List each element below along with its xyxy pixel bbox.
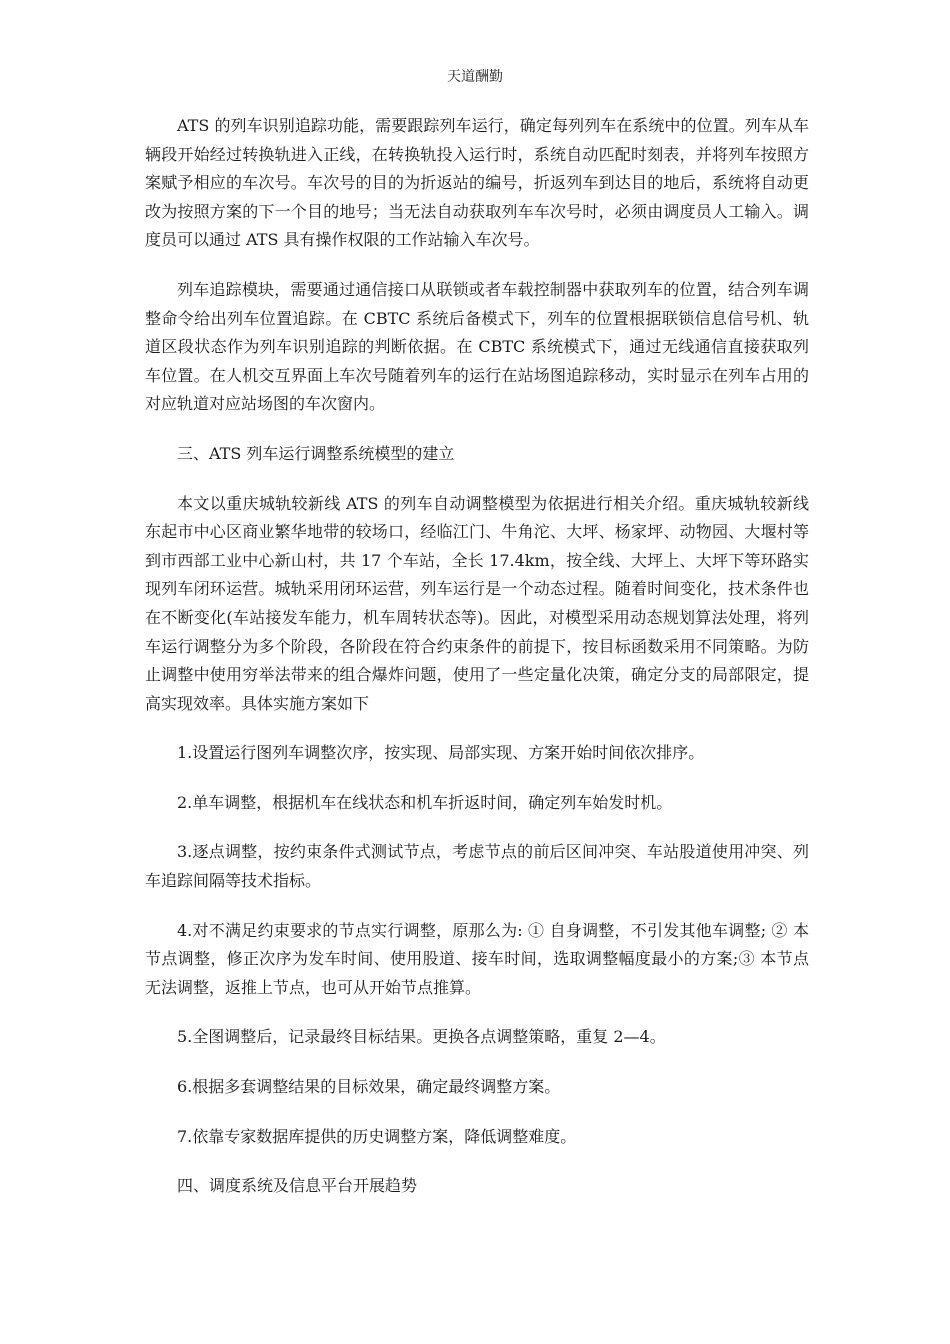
section-heading-3: 三、ATS 列车运行调整系统模型的建立	[177, 443, 455, 463]
paragraph-ats-train-tracking: ATS 的列车识别追踪功能，需要跟踪列车运行，确定每列列车在系统中的位置。列车从车辆段开始经过转换轨进入正线，在转换轨投入运行时，系统自动匹配时刻表，并将列车按照方案赋予相应的车次号。车次号的目的为折返站的编号，折返列车到达目的地后，系统将自动更改为按照方案的下一个目的地号；当无法自动获取列车车次号时，必须由调度员人工输入。调度员可以通过 ATS 具有操作权限的工作站输入车次号。	[145, 116, 809, 250]
paragraph-train-tracking-module: 列车追踪模块，需要通过通信接口从联锁或者车载控制器中获取列车的位置，结合列车调整命令给出列车位置追踪。在 CBTC 系统后备模式下，列车的位置根据联锁信息信号机、轨道区段状态作为列车识别追踪的判断依据。在 CBTC 系统模式下，通过无线通信直接获取列车位置。在人机交互界面上车次号随着列车的运行在站场图追踪移动，实时显示在列车占用的对应轨道对应站场图的车次窗内。	[145, 279, 809, 414]
list-item-7: 7.依靠专家数据库提供的历史调整方案，降低调整难度。	[177, 1126, 577, 1146]
paragraph-model-description: 本文以重庆城轨较新线 ATS 的列车自动调整模型为依据进行相关介绍。重庆城轨较新线东起市中心区商业繁华地带的较场口，经临江门、牛角沱、大坪、杨家坪、动物园、大堰村等到市西部工业中心新山村，共 17 个车站，全长 17.4km，按全线、大坪上、大坪下等环路实现列车闭环运营。城轨采用闭环运营，列车运行是一个动态过程。随着时间变化，技术条件也在不断变化(车站接发车能力，机车周转状态等)。因此，对模型采用动态规划算法处理，将列车运行调整分为多个阶段，各阶段在符合约束条件的前提下，按目标函数采用不同策略。为防止调整中使用穷举法带来的组合爆炸问题，使用了一些定量化决策，确定分支的局部限定，提高实现效率。具体实施方案如下	[145, 493, 809, 713]
section-heading-4: 四、调度系统及信息平台开展趋势	[177, 1176, 418, 1196]
list-item-1: 1.设置运行图列车调整次序，按实现、局部实现、方案开始时间依次排序。	[177, 743, 705, 763]
list-item-2: 2.单车调整，根据机车在线状态和机车折返时间，确定列车始发时机。	[177, 792, 673, 812]
document-body	[145, 112, 809, 1201]
list-item-5: 5.全图调整后，记录最终目标结果。更换各点调整策略，重复 2—4。	[177, 1027, 666, 1047]
list-item-4: 4.对不满足约束要求的节点实行调整，原那么为: ① 自身调整，不引发其他车调整; ② 本节点调整，修正次序为发车时间、使用股道、接车时间，选取调整幅度最小的方案;③ 本节点无法调整，返推上节点，也可从开始节点推算。	[145, 920, 809, 997]
page-header: 天道酬勤	[447, 69, 503, 85]
list-item-6: 6.根据多套调整结果的目标效果，确定最终调整方案。	[177, 1077, 561, 1097]
list-item-3: 3.逐点调整，按约束条件式测试节点，考虑节点的前后区间冲突、车站股道使用冲突、列车追踪间隔等技术指标。	[145, 842, 809, 891]
